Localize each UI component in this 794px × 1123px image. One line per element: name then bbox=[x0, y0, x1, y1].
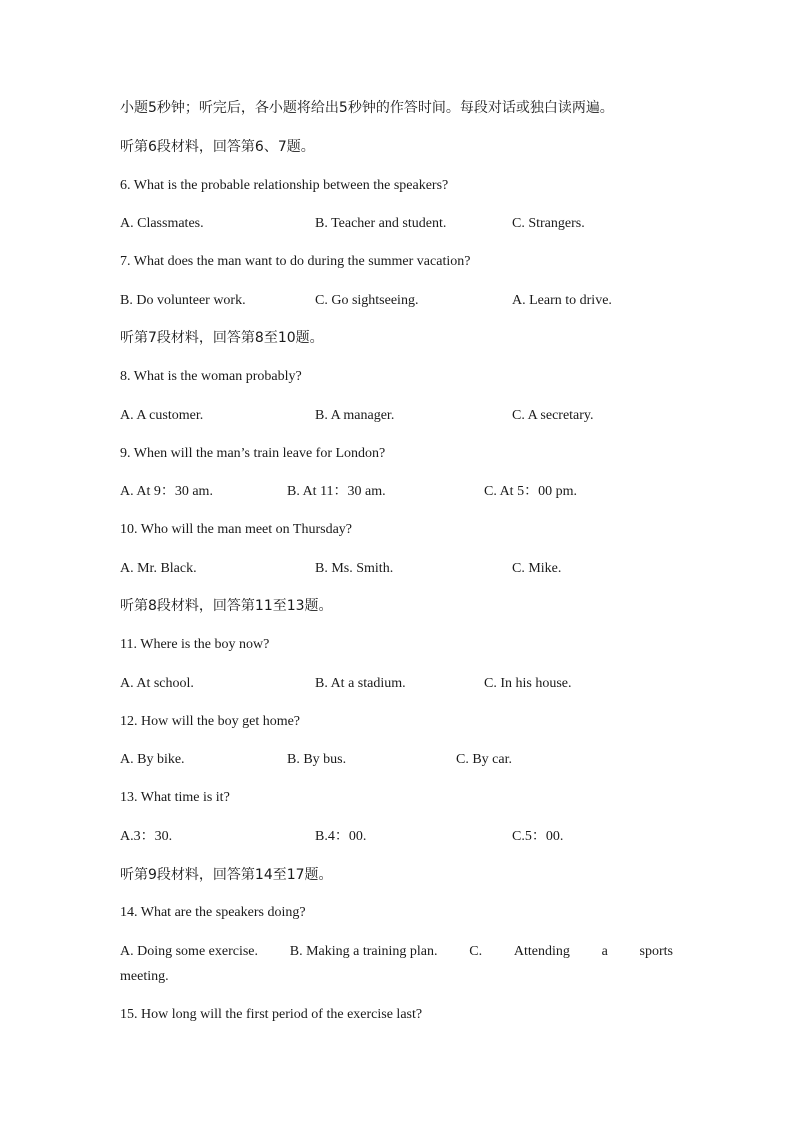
option-c: C.5：00. bbox=[512, 829, 564, 844]
question-13: 13. What time is it? bbox=[120, 790, 230, 805]
question-7: 7. What does the man want to do during the summer vacation? bbox=[120, 254, 471, 269]
option-b: B. Ms. Smith. bbox=[315, 561, 394, 576]
option-b: B. Do volunteer work. bbox=[120, 293, 246, 308]
option-a: A. Mr. Black. bbox=[120, 561, 197, 576]
option-a: A. By bike. bbox=[120, 752, 185, 767]
question-12: 12. How will the boy get home? bbox=[120, 714, 301, 729]
option-c-word: Attending bbox=[513, 944, 570, 959]
question-11: 11. Where is the boy now? bbox=[120, 637, 270, 652]
option-c: C. Go sightseeing. bbox=[315, 293, 419, 308]
option-b: B.4：00. bbox=[315, 829, 367, 844]
option-a: A. At 9：30 am. bbox=[120, 484, 213, 499]
option-a: A. At school. bbox=[120, 676, 194, 691]
option-c: C. Strangers. bbox=[512, 216, 585, 231]
option-c: C. Mike. bbox=[512, 561, 562, 576]
question-9: 9. When will the man’s train leave for London? bbox=[120, 446, 386, 461]
section-heading: 听第7段材料，回答第8至10题。 bbox=[120, 330, 324, 346]
option-a: A. Doing some exercise. bbox=[120, 944, 259, 959]
option-c-continued: meeting. bbox=[120, 969, 169, 984]
option-c-word: a bbox=[601, 944, 608, 959]
option-c-word: sports bbox=[639, 944, 673, 959]
option-b: B. By bus. bbox=[287, 752, 347, 767]
option-b: B. At a stadium. bbox=[315, 676, 406, 691]
option-b: B. Making a training plan. bbox=[289, 944, 438, 959]
option-c: C. By car. bbox=[456, 752, 512, 767]
section-heading: 听第8段材料，回答第11至13题。 bbox=[120, 598, 333, 614]
option-c: C. At 5：00 pm. bbox=[484, 484, 577, 499]
section-heading: 听第6段材料，回答第6、7题。 bbox=[120, 139, 315, 155]
option-a: A. Learn to drive. bbox=[512, 293, 612, 308]
section-heading: 听第9段材料，回答第14至17题。 bbox=[120, 867, 333, 883]
question-6: 6. What is the probable relationship between the speakers? bbox=[120, 178, 449, 193]
instructions-text: 小题5秒钟；听完后，各小题将给出5秒钟的作答时间。每段对话或独白读两遍。 bbox=[120, 100, 614, 116]
question-8: 8. What is the woman probably? bbox=[120, 369, 302, 384]
option-a: A. A customer. bbox=[120, 408, 204, 423]
option-b: B. Teacher and student. bbox=[315, 216, 447, 231]
option-b: B. At 11：30 am. bbox=[287, 484, 386, 499]
option-c: C. In his house. bbox=[484, 676, 572, 691]
option-c: C. A secretary. bbox=[512, 408, 594, 423]
options-row bbox=[120, 943, 673, 961]
option-c-letter: C. bbox=[469, 944, 483, 959]
question-15: 15. How long will the first period of the exercise last? bbox=[120, 1007, 423, 1022]
question-14: 14. What are the speakers doing? bbox=[120, 905, 306, 920]
option-b: B. A manager. bbox=[315, 408, 395, 423]
option-a: A. Classmates. bbox=[120, 216, 204, 231]
question-10: 10. Who will the man meet on Thursday? bbox=[120, 522, 352, 537]
option-a: A.3：30. bbox=[120, 829, 173, 844]
